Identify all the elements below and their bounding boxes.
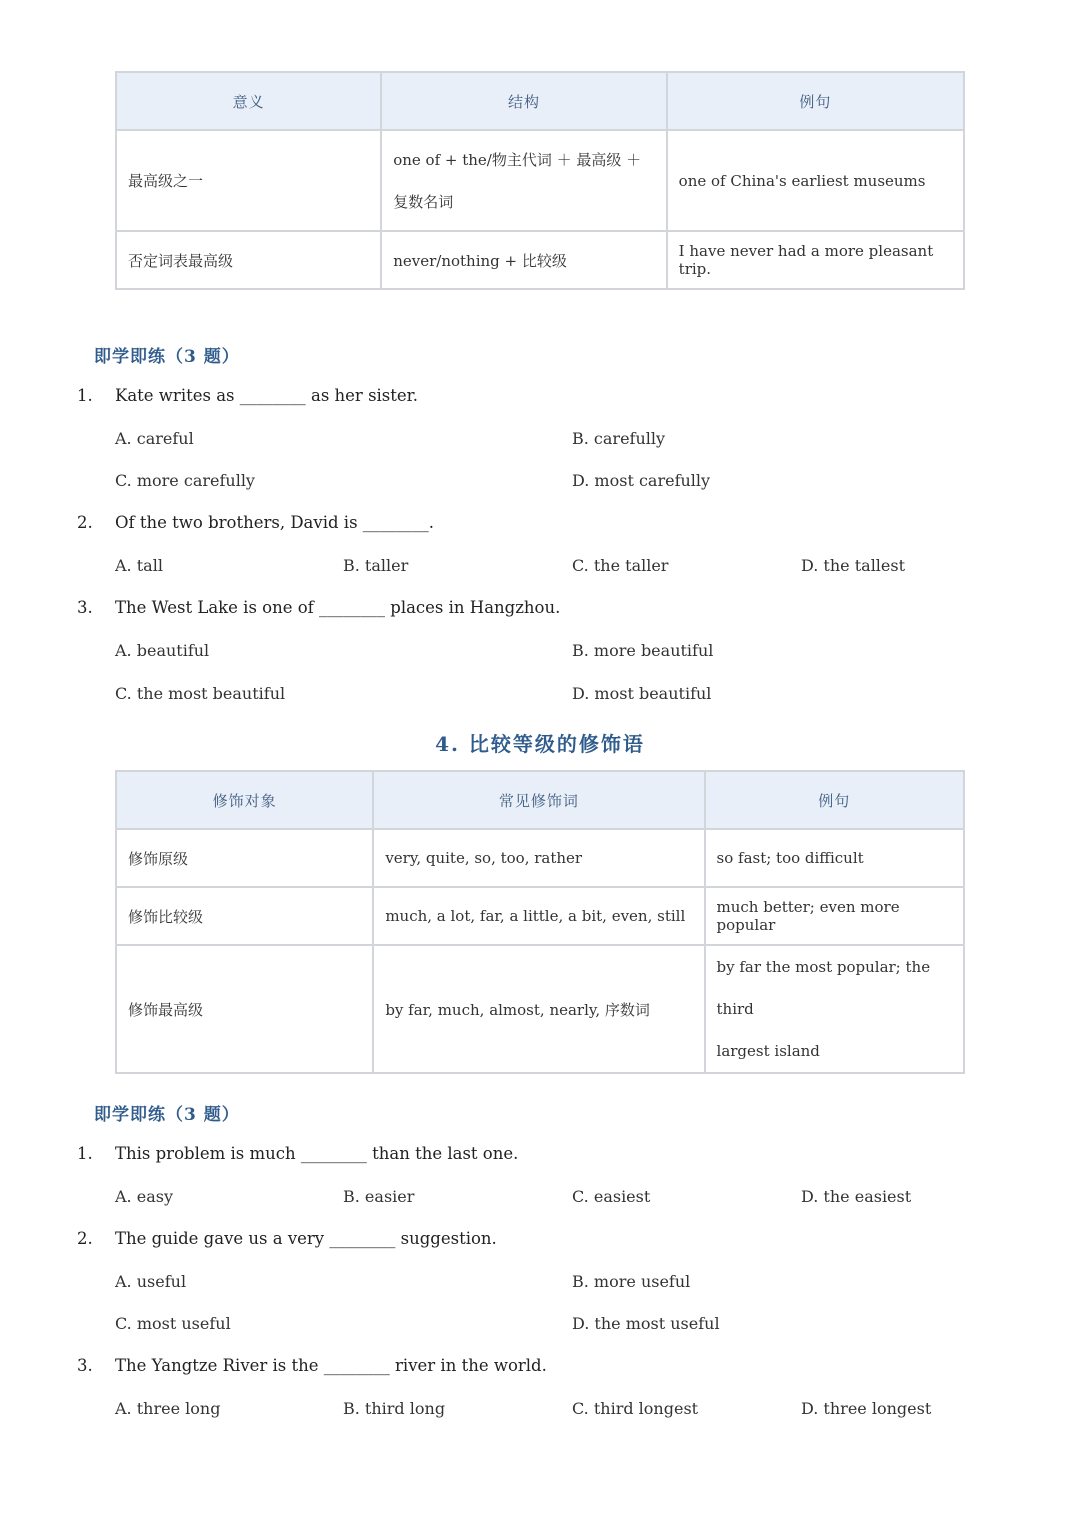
question-text: This problem is much ________ than the last one. [115,1144,519,1163]
question-text: The guide gave us a very ________ suggestion. [115,1229,497,1248]
option[interactable]: A. beautiful [115,641,210,660]
table-modifiers [115,770,965,1074]
question-number: 1. [77,1144,93,1163]
cell-meaning: 否定词表最高级 [116,231,381,289]
column-header: 常见修饰词 [373,771,704,829]
cell-modifiers: very, quite, so, too, rather [373,829,704,887]
section-title: 4. 比较等级的修饰语 [435,732,645,756]
option[interactable]: B. easier [343,1187,415,1206]
option[interactable]: C. the taller [572,556,669,575]
structure-line: 复数名词 [393,192,454,211]
cell-example [705,945,964,1073]
table-row [116,130,964,231]
cell-example: much better; even more popular [705,887,964,945]
option[interactable]: A. three long [115,1399,221,1418]
option[interactable]: C. third longest [572,1399,699,1418]
option[interactable]: C. most useful [115,1314,231,1333]
table-superlative [115,71,965,290]
cell-example: I have never had a more pleasant trip. [667,231,964,289]
example-line: by far the most popular; the third [716,958,931,1018]
column-header: 结构 [381,72,666,130]
question-number: 2. [77,1229,93,1248]
option[interactable]: D. the most useful [572,1314,720,1333]
cell-structure [381,130,666,231]
example-line: largest island [716,1042,820,1060]
column-header: 意义 [116,72,381,130]
cell-example: one of China's earliest museums [667,130,964,231]
option[interactable]: B. more useful [572,1272,691,1291]
cell-meaning: 最高级之一 [116,130,381,231]
option[interactable]: C. easiest [572,1187,651,1206]
table-row [116,945,964,1073]
table-header-row [116,72,964,130]
option[interactable]: B. more beautiful [572,641,714,660]
practice-heading: 即学即练（3 题） [94,1105,240,1125]
column-header: 例句 [705,771,964,829]
question-text: The Yangtze River is the ________ river in the world. [115,1356,547,1375]
cell-modifiers: by far, much, almost, nearly, 序数词 [373,945,704,1073]
practice-heading: 即学即练（3 题） [94,347,240,367]
option[interactable]: D. the tallest [801,556,906,575]
table-row [116,231,964,289]
option[interactable]: A. easy [115,1187,173,1206]
cell-modifiers: much, a lot, far, a little, a bit, even, still [373,887,704,945]
question-number: 2. [77,513,93,532]
table-header-row [116,771,964,829]
question-number: 1. [77,386,93,405]
question-number: 3. [77,598,93,617]
option[interactable]: A. tall [115,556,163,575]
column-header: 修饰对象 [116,771,373,829]
option[interactable]: A. useful [115,1272,187,1291]
structure-line: one of + the/物主代词 ＋ 最高级 ＋ [393,150,642,169]
option[interactable]: D. most carefully [572,471,711,490]
table-row [116,829,964,887]
option[interactable]: D. three longest [801,1399,932,1418]
question-text: Kate writes as ________ as her sister. [115,386,418,405]
question-text: The West Lake is one of ________ places in Hangzhou. [115,598,561,617]
cell-example: so fast; too difficult [705,829,964,887]
cell-target: 修饰比较级 [116,887,373,945]
cell-target: 修饰最高级 [116,945,373,1073]
option[interactable]: B. taller [343,556,409,575]
option[interactable]: C. the most beautiful [115,684,286,703]
column-header: 例句 [667,72,964,130]
table-row [116,887,964,945]
cell-target: 修饰原级 [116,829,373,887]
question-text: Of the two brothers, David is ________. [115,513,435,532]
option[interactable]: D. most beautiful [572,684,712,703]
option[interactable]: A. careful [115,429,194,448]
cell-structure: never/nothing + 比较级 [381,231,666,289]
option[interactable]: C. more carefully [115,471,255,490]
option[interactable]: B. third long [343,1399,446,1418]
option[interactable]: D. the easiest [801,1187,912,1206]
question-number: 3. [77,1356,93,1375]
option[interactable]: B. carefully [572,429,666,448]
